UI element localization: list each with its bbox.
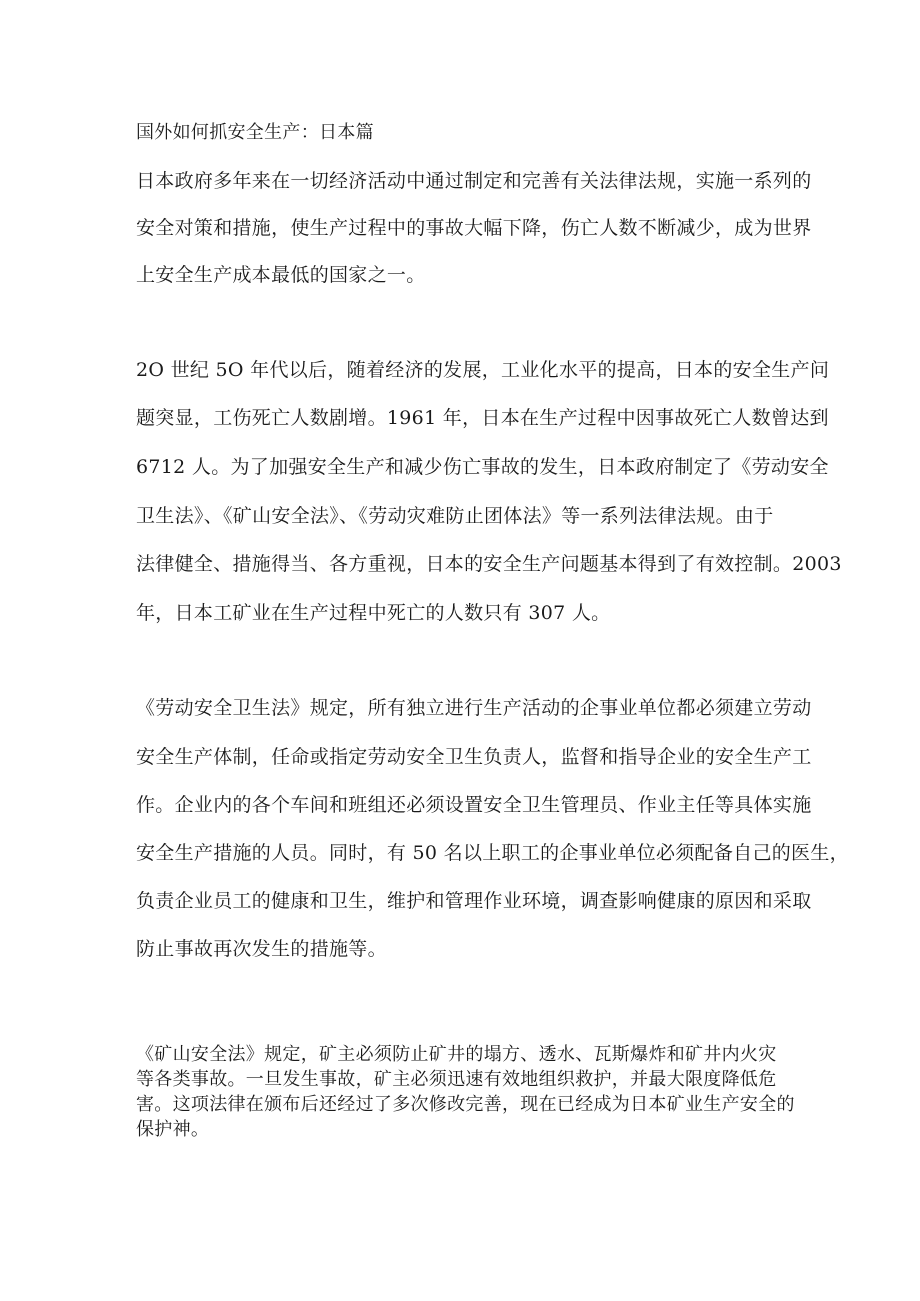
paragraph-3-line-4: 安全生产措施的人员。同时，有 50 名以上职工的企事业单位必须配备自己的医生， [136, 842, 849, 864]
paragraph-2-line-1: 2O 世纪 5O 年代以后，随着经济的发展，工业化水平的提高，日本的安全生产问 [136, 359, 830, 381]
paragraph-4-line-2: 等各类事故。一旦发生事故，矿主必须迅速有效地组织救护，并最大限度降低危 [136, 1069, 777, 1090]
paragraph-4-line-4: 保护神。 [136, 1119, 210, 1140]
paragraph-2-line-5: 法律健全、措施得当、各方重视，日本的安全生产问题基本得到了有效控制。2003 [136, 553, 842, 575]
paragraph-3-line-5: 负责企业员工的健康和卫生，维护和管理作业环境，调查影响健康的原因和采取 [136, 890, 812, 912]
paragraph-2-line-6: 年，日本工矿业在生产过程中死亡的人数只有 307 人。 [136, 602, 611, 624]
paragraph-2-line-4: 卫生法》、《矿山安全法》、《劳动灾难防止团体法》等一系列法律法规。由于 [136, 505, 774, 527]
paragraph-3-line-6: 防止事故再次发生的措施等。 [136, 938, 387, 960]
paragraph-2-line-2: 题突显，工伤死亡人数剧增。1961 年，日本在生产过程中因事故死亡人数曾达到 [136, 407, 829, 429]
paragraph-3-line-1: 《劳动安全卫生法》规定，所有独立进行生产活动的企事业单位都必须建立劳动 [136, 697, 812, 719]
paragraph-2-line-3: 6712 人。为了加强安全生产和减少伤亡事故的发生，日本政府制定了《劳动安全 [136, 456, 829, 478]
paragraph-3-line-2: 安全生产体制，任命或指定劳动安全卫生负责人，监督和指导企业的安全生产工 [136, 746, 812, 768]
paragraph-1-line-1: 日本政府多年来在一切经济活动中通过制定和完善有关法律法规，实施一系列的 [136, 170, 812, 192]
paragraph-1-line-3: 上安全生产成本最低的国家之一。 [136, 264, 426, 286]
paragraph-4-line-3: 害。这项法律在颁布后还经过了多次修改完善，现在已经成为日本矿业生产安全的 [136, 1094, 795, 1115]
paragraph-1-line-2: 安全对策和措施，使生产过程中的事故大幅下降，伤亡人数不断减少，成为世界 [136, 217, 812, 239]
paragraph-3-line-3: 作。企业内的各个车间和班组还必须设置安全卫生管理员、作业主任等具体实施 [136, 794, 812, 816]
document-title: 国外如何抓安全生产：日本篇 [136, 122, 374, 143]
paragraph-4-line-1: 《矿山安全法》规定，矿主必须防止矿井的塌方、透水、瓦斯爆炸和矿井内火灾 [136, 1044, 777, 1065]
